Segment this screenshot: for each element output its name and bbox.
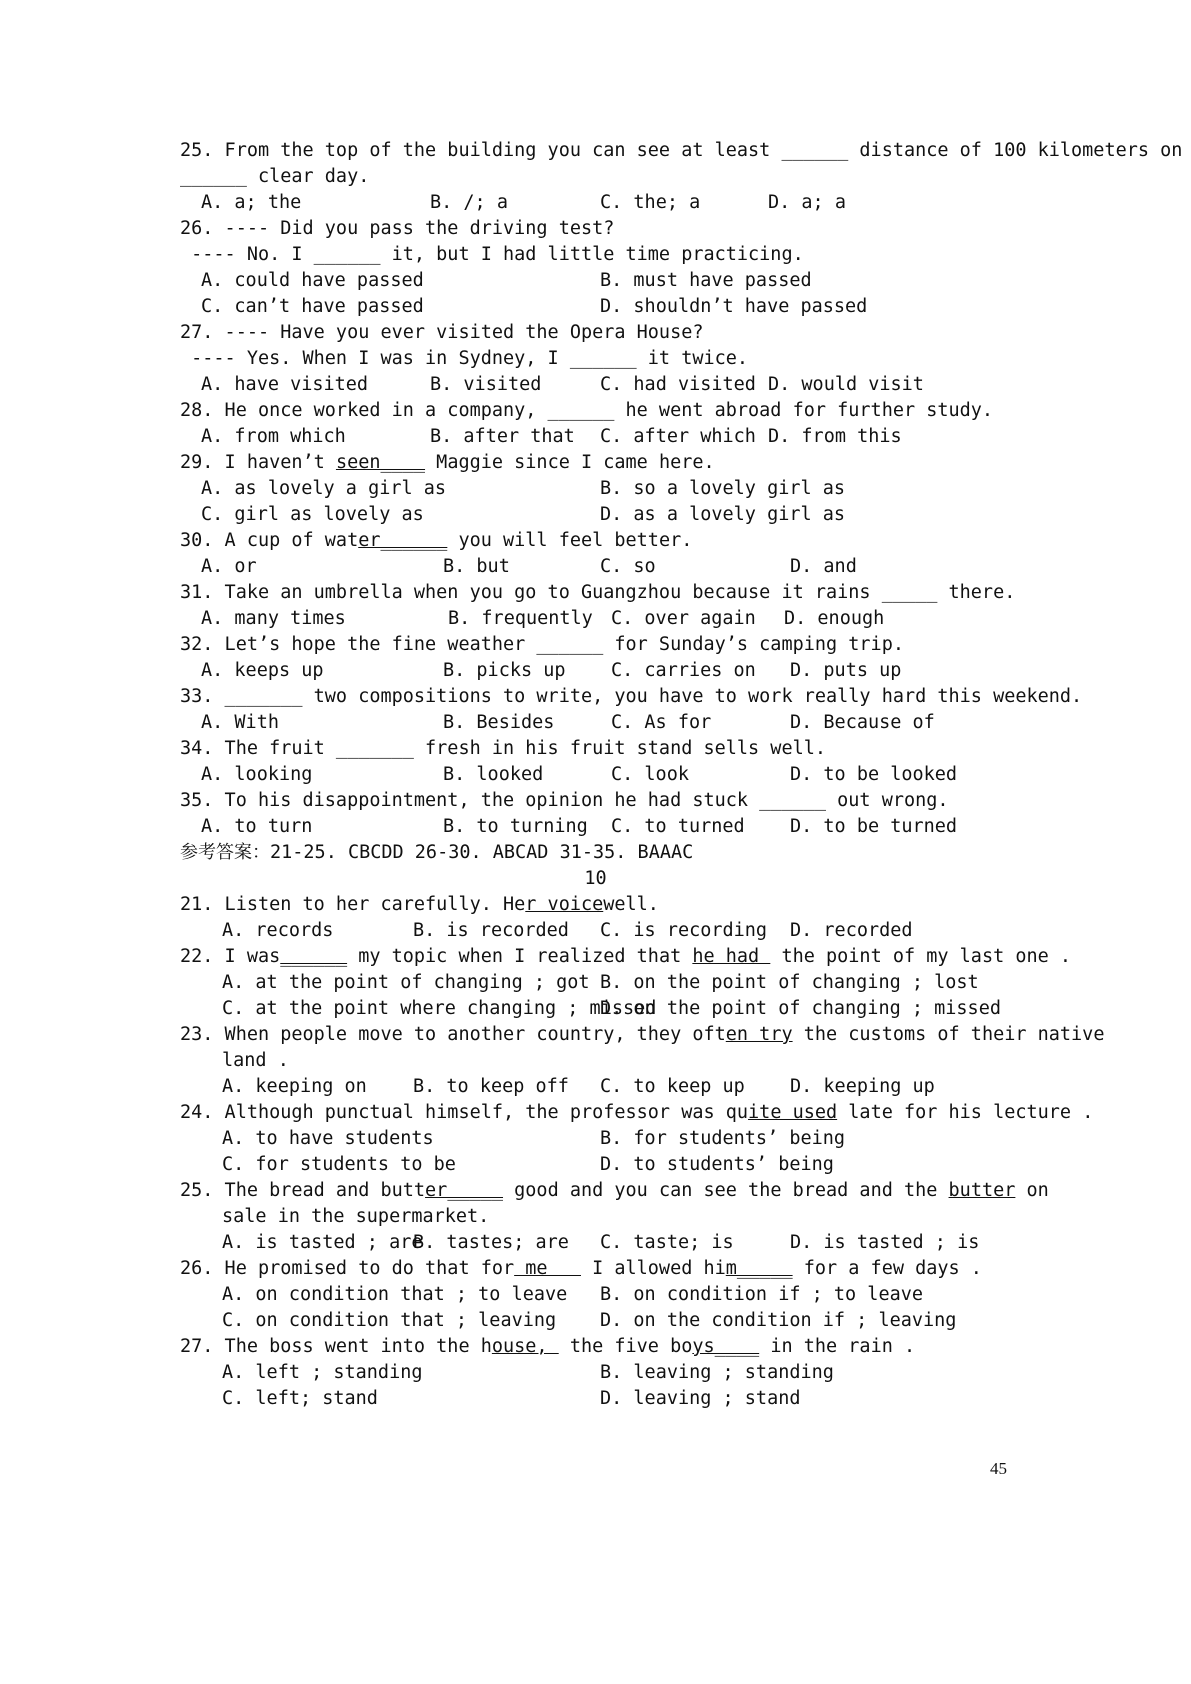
s2-q22-blank-2: he had (692, 946, 771, 967)
s2-q25-blank-2: butter (948, 1180, 1016, 1201)
q26-option-c: C. can’t have passed (201, 296, 424, 317)
s2-q27-blank-1: ouse, (491, 1336, 559, 1357)
q29-option-b: B. so a lovely girl as (600, 478, 846, 499)
s2-q24-option-b: B. for students’ being (600, 1128, 846, 1149)
s2-q27-stem-post: in the rain . (759, 1336, 916, 1357)
s2-q27-option-b: B. leaving ; standing (600, 1362, 834, 1383)
q31-option-b: B. frequently (448, 608, 593, 629)
s2-q26-stem-pre: 26. He promised to do that for (180, 1258, 515, 1279)
s2-q26-option-c: C. on condition that ; leaving (222, 1310, 557, 1331)
q26-option-b: B. must have passed (600, 270, 812, 291)
s2-q21-blank: r voice (525, 894, 604, 915)
q25-option-a: A. a; the (201, 192, 302, 213)
s2-q24-option-a: A. to have students (222, 1128, 434, 1149)
q27-reply: ---- Yes. When I was in Sydney, I ______ it twice. (180, 348, 749, 369)
s2-q25-blank-1: er_____ (425, 1180, 504, 1201)
q28-option-b: B. after that (430, 426, 575, 447)
q29-option-c: C. girl as lovely as (201, 504, 424, 525)
q30-option-a: A. or (201, 556, 257, 577)
s2-q22-blank-1: ______ (280, 946, 348, 967)
answer-key (180, 842, 693, 864)
q32-option-b: B. picks up (443, 660, 566, 681)
s2-q27-stem-pre: 27. The boss went into the h (180, 1336, 492, 1357)
s2-q23-stem-post: the customs of their native (792, 1024, 1105, 1045)
q26-option-a: A. could have passed (201, 270, 424, 291)
q29-stem-post: Maggie since I came here. (425, 452, 715, 473)
q27-option-a: A. have visited (201, 374, 369, 395)
q29-blank: seen____ (335, 452, 426, 473)
s2-q25-option-c: C. taste; is (600, 1232, 734, 1253)
q28-option-a: A. from which (201, 426, 346, 447)
s2-q26-stem-mid: I allowed hi (580, 1258, 726, 1279)
q35-option-d: D. to be turned (790, 816, 958, 837)
q31-stem: 31. Take an umbrella when you go to Guangzhou because it rains _____ there. (180, 582, 1016, 603)
s2-q23-stem-cont: land . (222, 1050, 289, 1071)
q30-blank: er______ (358, 530, 448, 551)
s2-q27-blank-2: ys____ (692, 1336, 760, 1357)
s2-q26-blank-2: m_____ (725, 1258, 793, 1279)
q28-option-c: C. after which (600, 426, 756, 447)
q33-option-a: A. With (201, 712, 279, 733)
s2-q26-stem (180, 1258, 982, 1280)
q28-option-d: D. from this (768, 426, 902, 447)
q33-option-d: D. Because of (790, 712, 935, 733)
s2-q25-stem-mid: good and you can see the bread and the (503, 1180, 949, 1201)
q26-stem: 26. ---- Did you pass the driving test? (180, 218, 615, 239)
q30-option-d: D. and (790, 556, 857, 577)
q27-option-b: B. visited (430, 374, 542, 395)
s2-q22-stem-mid: my topic when I realized that (347, 946, 693, 967)
q32-stem: 32. Let’s hope the fine weather ______ for Sunday’s camping trip. (180, 634, 904, 655)
q34-option-d: D. to be looked (790, 764, 958, 785)
s2-q23-stem (180, 1024, 1104, 1046)
s2-q26-stem-post: for a few days . (792, 1258, 982, 1279)
s2-q27-option-c: C. left; stand (222, 1388, 378, 1409)
answer-key-text: 21-25. CBCDD 26-30. ABCAD 31-35. BAAAC (270, 842, 694, 863)
s2-q21-option-d: D. recorded (790, 920, 913, 941)
s2-q24-stem (180, 1102, 1093, 1124)
q33-stem: 33. _______ two compositions to write, you have to work really hard this weekend. (180, 686, 1083, 707)
s2-q25-stem-cont: sale in the supermarket. (222, 1206, 490, 1227)
q25-option-c: C. the; a (600, 192, 701, 213)
q33-option-b: B. Besides (443, 712, 555, 733)
q33-option-c: C. As for (611, 712, 712, 733)
q34-option-a: A. looking (201, 764, 313, 785)
q30-stem-post: you will feel better. (447, 530, 693, 551)
s2-q23-blank: en try (725, 1024, 793, 1045)
s2-q27-stem (180, 1336, 915, 1358)
q34-stem: 34. The fruit _______ fresh in his fruit stand sells well. (180, 738, 827, 759)
s2-q24-option-c: C. for students to be (222, 1154, 456, 1175)
q30-option-c: C. so (600, 556, 656, 577)
s2-q21-stem (180, 894, 659, 916)
s2-q25-option-a: A. is tasted ; are (222, 1232, 423, 1253)
s2-q23-option-a: A. keeping on (222, 1076, 367, 1097)
s2-q22-stem-pre: 22. I was (180, 946, 281, 967)
q29-stem-pre: 29. I haven’t (180, 452, 336, 473)
q25-stem-cont: ______ clear day. (180, 166, 370, 187)
q35-option-c: C. to turned (611, 816, 745, 837)
s2-q25-option-d: D. is tasted ; is (790, 1232, 980, 1253)
s2-q27-stem-mid: the five bo (558, 1336, 693, 1357)
q31-option-c: C. over again (611, 608, 756, 629)
s2-q24-stem-post: late for his lecture . (837, 1102, 1094, 1123)
q27-stem: 27. ---- Have you ever visited the Opera House? (180, 322, 704, 343)
s2-q22-option-b: B. on the point of changing ; lost (600, 972, 979, 993)
s2-q24-blank: ite used (748, 1102, 838, 1123)
answer-key-label: 参考答案： (180, 842, 270, 863)
q34-option-b: B. looked (443, 764, 544, 785)
s2-q26-option-b: B. on condition if ; to leave (600, 1284, 924, 1305)
q32-option-a: A. keeps up (201, 660, 324, 681)
s2-q25-stem-pre: 25. The bread and butt (180, 1180, 426, 1201)
s2-q26-option-d: D. on the condition if ; leaving (600, 1310, 957, 1331)
q27-option-d: D. would visit (768, 374, 924, 395)
s2-q26-blank-1: me (514, 1258, 581, 1279)
q25-option-b: B. /; a (430, 192, 508, 213)
q29-stem (180, 452, 715, 474)
s2-q25-stem-post: on (1015, 1180, 1049, 1201)
q29-option-a: A. as lovely a girl as (201, 478, 447, 499)
q32-option-d: D. puts up (790, 660, 902, 681)
s2-q26-option-a: A. on condition that ; to leave (222, 1284, 568, 1305)
s2-q27-option-d: D. leaving ; stand (600, 1388, 801, 1409)
s2-q21-option-b: B. is recorded (413, 920, 569, 941)
q26-reply: ---- No. I ______ it, but I had little time practicing. (180, 244, 804, 265)
q35-option-a: A. to turn (201, 816, 313, 837)
s2-q22-stem (180, 946, 1071, 968)
q25-stem: 25. From the top of the building you can see at least ______ distance of 100 kilometers on (180, 140, 1183, 161)
s2-q25-stem (180, 1180, 1049, 1202)
s2-q21-option-c: C. is recording (600, 920, 768, 941)
s2-q23-option-b: B. to keep off (413, 1076, 569, 1097)
s2-q21-option-a: A. records (222, 920, 334, 941)
page-number: 45 (990, 1459, 1007, 1478)
s2-q21-stem-post: well. (603, 894, 659, 915)
q32-option-c: C. carries on (611, 660, 756, 681)
s2-q22-option-d: D. on the point of changing ; missed (600, 998, 1001, 1019)
s2-q21-stem-pre: 21. Listen to her carefully. He (180, 894, 526, 915)
s2-q22-option-a: A. at the point of changing ; got (222, 972, 590, 993)
q30-stem (180, 530, 692, 552)
q31-option-d: D. enough (784, 608, 885, 629)
q34-option-c: C. look (611, 764, 689, 785)
s2-q22-option-c: C. at the point where changing ; missed (222, 998, 657, 1019)
q30-option-b: B. but (443, 556, 510, 577)
q29-option-d: D. as a lovely girl as (600, 504, 846, 525)
section-number: 10 (584, 868, 607, 889)
s2-q24-stem-pre: 24. Although punctual himself, the professor was qu (180, 1102, 749, 1123)
s2-q23-option-d: D. keeping up (790, 1076, 935, 1097)
s2-q24-option-d: D. to students’ being (600, 1154, 834, 1175)
q35-stem: 35. To his disappointment, the opinion he had stuck ______ out wrong. (180, 790, 949, 811)
s2-q27-option-a: A. left ; standing (222, 1362, 423, 1383)
q27-option-c: C. had visited (600, 374, 756, 395)
s2-q23-option-c: C. to keep up (600, 1076, 745, 1097)
s2-q25-option-b: B. tastes; are (413, 1232, 569, 1253)
q25-option-d: D. a; a (768, 192, 846, 213)
q26-option-d: D. shouldn’t have passed (600, 296, 868, 317)
s2-q23-stem-pre: 23. When people move to another country, they oft (180, 1024, 726, 1045)
s2-q22-stem-post: the point of my last one . (770, 946, 1072, 967)
q28-stem: 28. He once worked in a company, ______ he went abroad for further study. (180, 400, 994, 421)
q35-option-b: B. to turning (443, 816, 588, 837)
q31-option-a: A. many times (201, 608, 346, 629)
q30-stem-pre: 30. A cup of wat (180, 530, 359, 551)
